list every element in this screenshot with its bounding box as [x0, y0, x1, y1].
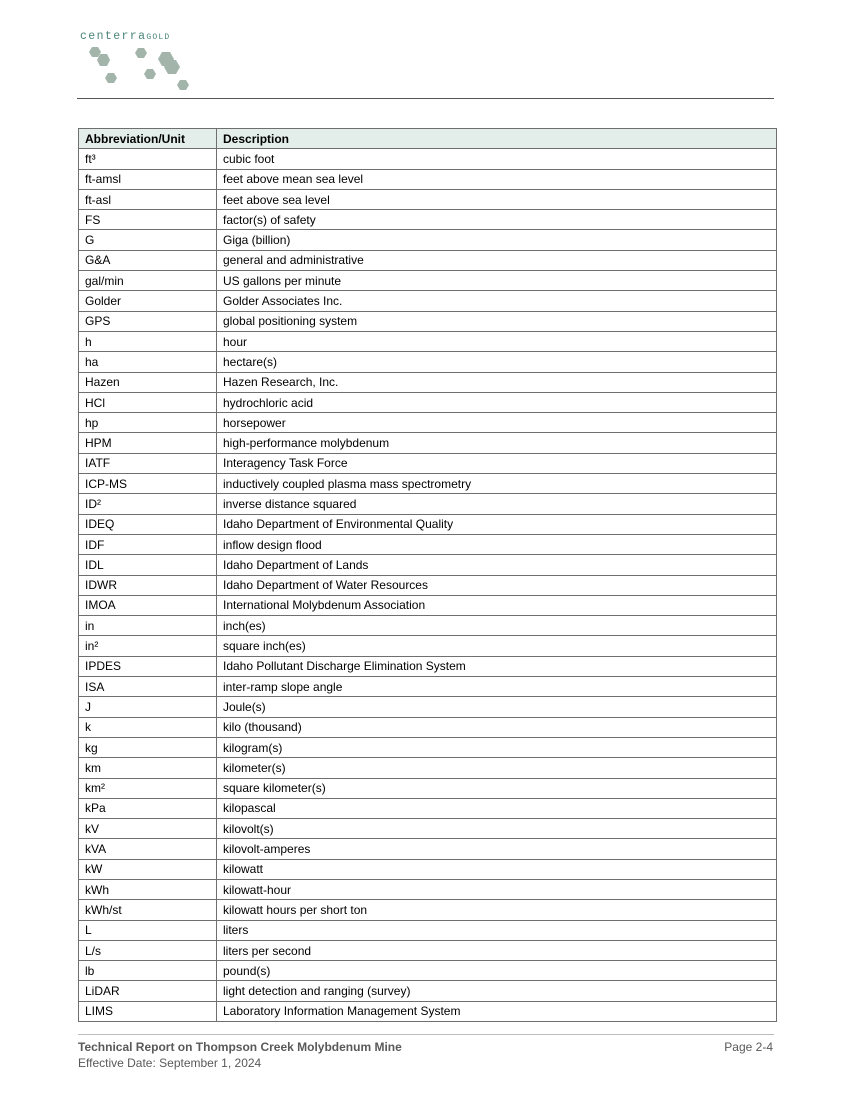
- column-header-abbreviation: Abbreviation/Unit: [79, 129, 217, 149]
- description-cell: cubic foot: [217, 149, 777, 169]
- description-cell: general and administrative: [217, 250, 777, 270]
- table-row: [79, 900, 777, 920]
- table-row: [79, 961, 777, 981]
- table-row: [79, 656, 777, 676]
- abbreviation-cell: IATF: [79, 453, 217, 473]
- abbreviation-cell: L/s: [79, 940, 217, 960]
- table-row: [79, 189, 777, 209]
- description-cell: Joule(s): [217, 697, 777, 717]
- table-row: [79, 230, 777, 250]
- description-cell: inch(es): [217, 616, 777, 636]
- description-cell: kilowatt-hour: [217, 879, 777, 899]
- description-cell: kilometer(s): [217, 758, 777, 778]
- description-cell: Interagency Task Force: [217, 453, 777, 473]
- abbreviation-cell: ID²: [79, 494, 217, 514]
- abbreviation-cell: ICP-MS: [79, 474, 217, 494]
- abbreviation-cell: IDWR: [79, 575, 217, 595]
- abbreviation-cell: kV: [79, 819, 217, 839]
- table-row: [79, 859, 777, 879]
- table-row: [79, 839, 777, 859]
- description-cell: inter-ramp slope angle: [217, 677, 777, 697]
- abbreviation-cell: kWh: [79, 879, 217, 899]
- abbreviation-cell: IDEQ: [79, 514, 217, 534]
- logo-name: centerra: [80, 30, 147, 43]
- abbreviation-cell: lb: [79, 961, 217, 981]
- description-cell: high-performance molybdenum: [217, 433, 777, 453]
- abbreviation-cell: IDL: [79, 555, 217, 575]
- abbreviation-cell: km: [79, 758, 217, 778]
- table-row: [79, 697, 777, 717]
- table-row: [79, 717, 777, 737]
- description-cell: Idaho Department of Water Resources: [217, 575, 777, 595]
- table-row: [79, 636, 777, 656]
- abbreviation-cell: hp: [79, 413, 217, 433]
- description-cell: liters per second: [217, 940, 777, 960]
- table-row: [79, 271, 777, 291]
- table-row: [79, 433, 777, 453]
- abbreviation-cell: Hazen: [79, 372, 217, 392]
- table-row: [79, 149, 777, 169]
- description-cell: Idaho Pollutant Discharge Elimination System: [217, 656, 777, 676]
- hexagon-cluster-icon: [80, 44, 200, 94]
- table-row: [79, 555, 777, 575]
- abbreviation-cell: IDF: [79, 534, 217, 554]
- description-cell: kilovolt(s): [217, 819, 777, 839]
- logo-wordmark: [80, 30, 170, 43]
- table-header-row: [79, 129, 777, 149]
- table-row: [79, 981, 777, 1001]
- table-row: [79, 616, 777, 636]
- company-logo: [80, 30, 200, 94]
- description-cell: liters: [217, 920, 777, 940]
- description-cell: square inch(es): [217, 636, 777, 656]
- description-cell: square kilometer(s): [217, 778, 777, 798]
- description-cell: horsepower: [217, 413, 777, 433]
- abbreviation-cell: GPS: [79, 311, 217, 331]
- description-cell: Golder Associates Inc.: [217, 291, 777, 311]
- abbreviation-cell: LIMS: [79, 1001, 217, 1021]
- abbreviation-cell: ft-amsl: [79, 169, 217, 189]
- description-cell: hectare(s): [217, 352, 777, 372]
- abbreviation-cell: kVA: [79, 839, 217, 859]
- table-row: [79, 819, 777, 839]
- footer-divider: [78, 1034, 774, 1035]
- table-row: [79, 595, 777, 615]
- description-cell: hour: [217, 331, 777, 351]
- description-cell: hydrochloric acid: [217, 392, 777, 412]
- table-row: [79, 677, 777, 697]
- column-header-description: Description: [217, 129, 777, 149]
- abbreviation-cell: J: [79, 697, 217, 717]
- description-cell: US gallons per minute: [217, 271, 777, 291]
- description-cell: Hazen Research, Inc.: [217, 372, 777, 392]
- abbreviation-cell: in²: [79, 636, 217, 656]
- abbreviation-cell: ft³: [79, 149, 217, 169]
- abbreviation-cell: gal/min: [79, 271, 217, 291]
- abbreviation-cell: L: [79, 920, 217, 940]
- table-row: [79, 575, 777, 595]
- description-cell: kilowatt hours per short ton: [217, 900, 777, 920]
- description-cell: pound(s): [217, 961, 777, 981]
- description-cell: kilovolt-amperes: [217, 839, 777, 859]
- abbreviation-cell: ha: [79, 352, 217, 372]
- table-row: [79, 311, 777, 331]
- abbreviation-cell: ft-asl: [79, 189, 217, 209]
- abbreviation-cell: kg: [79, 737, 217, 757]
- logo-suffix: GOLD: [146, 33, 171, 42]
- table-row: [79, 737, 777, 757]
- abbreviation-cell: IPDES: [79, 656, 217, 676]
- description-cell: inverse distance squared: [217, 494, 777, 514]
- abbreviation-cell: LiDAR: [79, 981, 217, 1001]
- table-row: [79, 453, 777, 473]
- abbreviation-cell: kPa: [79, 798, 217, 818]
- description-cell: Giga (billion): [217, 230, 777, 250]
- page-number: Page 2-4: [724, 1040, 773, 1054]
- description-cell: International Molybdenum Association: [217, 595, 777, 615]
- description-cell: kilowatt: [217, 859, 777, 879]
- description-cell: kilopascal: [217, 798, 777, 818]
- table-row: [79, 331, 777, 351]
- header-divider: [77, 98, 774, 99]
- description-cell: light detection and ranging (survey): [217, 981, 777, 1001]
- table-row: [79, 494, 777, 514]
- table-row: [79, 778, 777, 798]
- description-cell: kilo (thousand): [217, 717, 777, 737]
- table-row: [79, 940, 777, 960]
- abbreviation-cell: IMOA: [79, 595, 217, 615]
- abbreviation-cell: HCl: [79, 392, 217, 412]
- table-row: [79, 1001, 777, 1021]
- table-row: [79, 372, 777, 392]
- table-row: [79, 250, 777, 270]
- table-row: [79, 920, 777, 940]
- description-cell: Idaho Department of Lands: [217, 555, 777, 575]
- abbreviations-table: [78, 128, 777, 1022]
- table-row: [79, 879, 777, 899]
- table-row: [79, 210, 777, 230]
- description-cell: factor(s) of safety: [217, 210, 777, 230]
- abbreviation-cell: km²: [79, 778, 217, 798]
- abbreviation-cell: G&A: [79, 250, 217, 270]
- abbreviation-cell: HPM: [79, 433, 217, 453]
- abbreviation-cell: Golder: [79, 291, 217, 311]
- table-row: [79, 291, 777, 311]
- abbreviation-cell: h: [79, 331, 217, 351]
- table-row: [79, 514, 777, 534]
- description-cell: Laboratory Information Management System: [217, 1001, 777, 1021]
- abbreviation-cell: ISA: [79, 677, 217, 697]
- table-row: [79, 413, 777, 433]
- table-row: [79, 798, 777, 818]
- description-cell: inflow design flood: [217, 534, 777, 554]
- footer-effective-date: Effective Date: September 1, 2024: [78, 1056, 262, 1070]
- table-row: [79, 758, 777, 778]
- description-cell: Idaho Department of Environmental Quality: [217, 514, 777, 534]
- table-row: [79, 474, 777, 494]
- description-cell: feet above sea level: [217, 189, 777, 209]
- description-cell: global positioning system: [217, 311, 777, 331]
- table-row: [79, 169, 777, 189]
- table-row: [79, 534, 777, 554]
- table-body: [79, 149, 777, 1022]
- abbreviation-cell: k: [79, 717, 217, 737]
- table-row: [79, 392, 777, 412]
- description-cell: feet above mean sea level: [217, 169, 777, 189]
- description-cell: inductively coupled plasma mass spectrometry: [217, 474, 777, 494]
- abbreviation-cell: in: [79, 616, 217, 636]
- abbreviation-cell: FS: [79, 210, 217, 230]
- abbreviation-cell: kW: [79, 859, 217, 879]
- footer-report-title: Technical Report on Thompson Creek Molybdenum Mine: [78, 1040, 402, 1054]
- abbreviation-cell: kWh/st: [79, 900, 217, 920]
- abbreviation-cell: G: [79, 230, 217, 250]
- table-row: [79, 352, 777, 372]
- description-cell: kilogram(s): [217, 737, 777, 757]
